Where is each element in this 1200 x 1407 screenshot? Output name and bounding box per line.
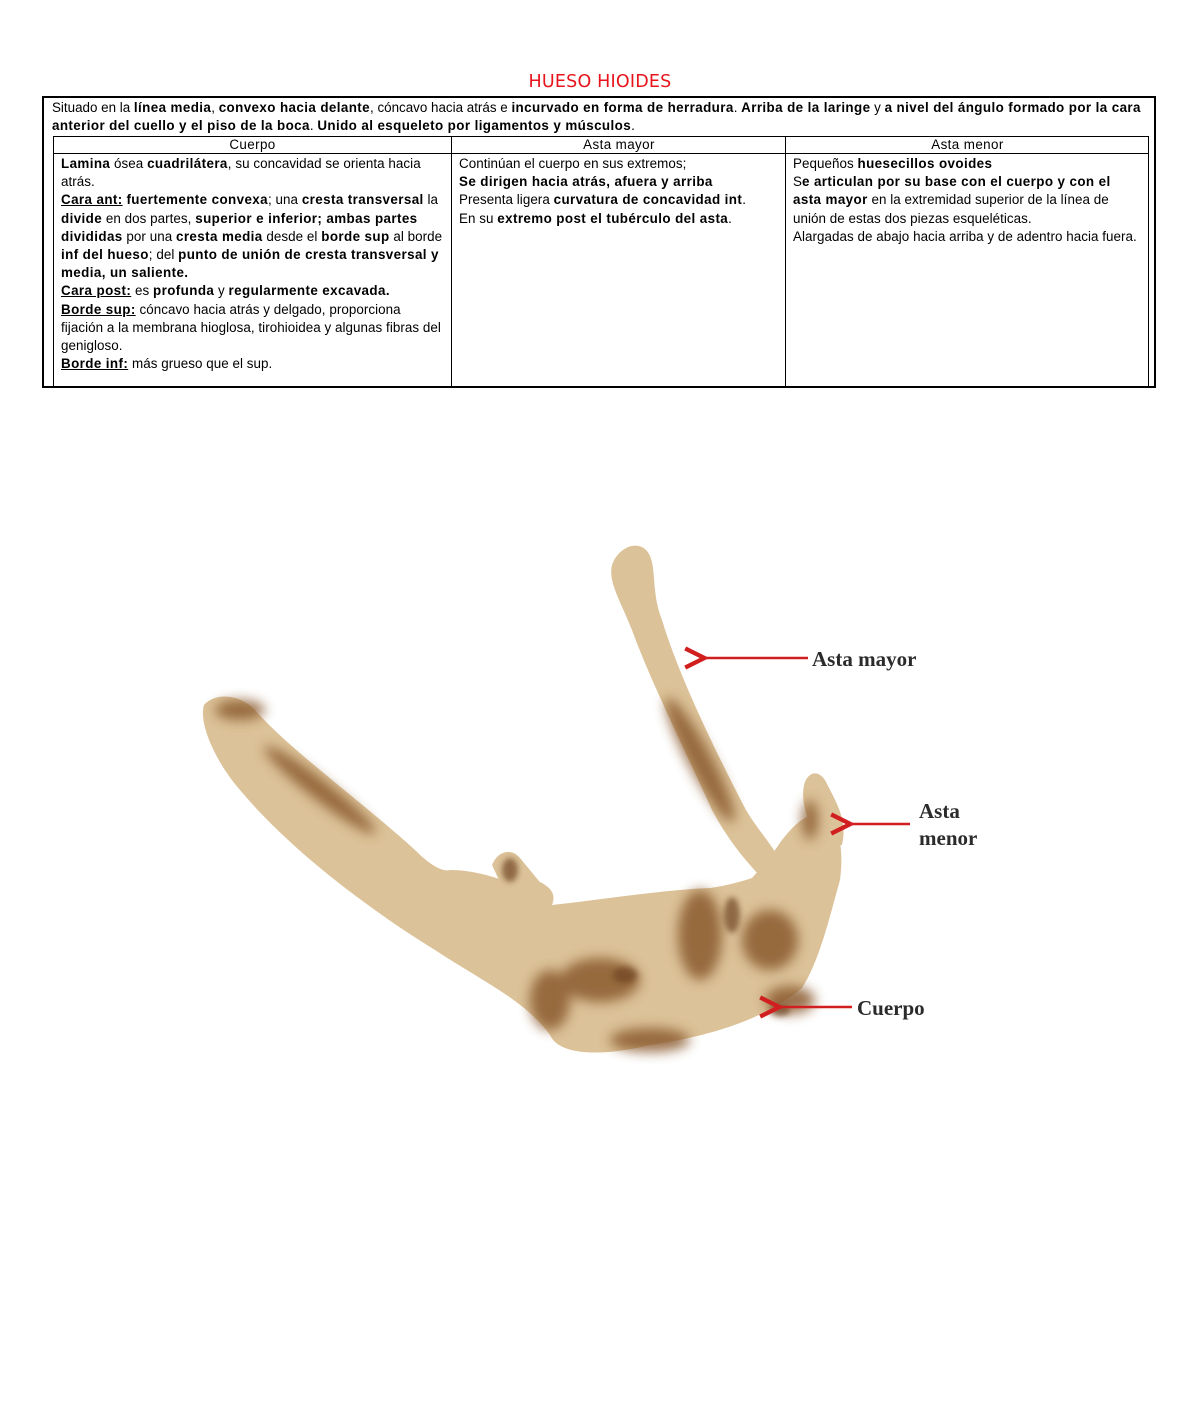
hyoid-bone-figure <box>180 520 1040 1080</box>
columns-table <box>53 136 1149 386</box>
intro-text: Situado en la línea media, convexo hacia delante, cóncavo hacia atrás e incurvado en forma de herradura. Arriba de la laringe y a nivel del ángulo formado por la cara anterior del cuello y el piso de la boca. Unido al esqueleto por ligamentos y músculos. <box>52 100 1141 133</box>
column-body-cuerpo: Lamina ósea cuadrilátera, su concavidad se orienta hacia atrás. Cara ant: fuertemente convexa; una cresta transversal la divide en dos partes, superior e inferior; ambas partes divididas por una cresta media desde el borde sup al borde inf del hueso; del punto de unión de cresta transversal y media, un saliente. Cara post: es profunda y regularmente excavada. Borde sup: cóncavo hacia atrás y delgado, proporciona fijación a la membrana hioglosa, tirohioidea y algunas fibras del genigloso. Borde inf: más grueso que el sup. <box>61 156 443 372</box>
label-cuerpo: Cuerpo <box>857 996 925 1020</box>
hyoid-bone-illustration <box>203 546 844 1053</box>
column-asta-menor <box>785 137 1149 386</box>
info-table <box>42 96 1156 388</box>
label-asta-mayor: Asta mayor <box>812 647 917 671</box>
column-body-asta-mayor: Continúan el cuerpo en sus extremos; Se dirigen hacia atrás, afuera y arriba Presenta ligera curvatura de concavidad int. En su extremo post el tubérculo del asta. <box>459 156 747 226</box>
column-body-asta-menor: Pequeños huesecillos ovoides Se articulan por su base con el cuerpo y con el asta mayor en la extremidad superior de la línea de unión de estas dos piezas esqueléticas. Alargadas de abajo hacia arriba y de adentro hacia fuera. <box>793 156 1137 244</box>
label-asta-menor-line2: menor <box>919 826 978 850</box>
label-asta-menor-line1: Asta <box>919 799 960 823</box>
column-header-asta-mayor: Asta mayor <box>452 137 786 154</box>
column-asta-mayor <box>451 137 786 386</box>
column-header-asta-menor: Asta menor <box>786 137 1149 154</box>
column-cuerpo <box>54 137 451 386</box>
page-title: HUESO HIOIDES <box>528 72 672 92</box>
column-header-cuerpo: Cuerpo <box>54 137 451 154</box>
